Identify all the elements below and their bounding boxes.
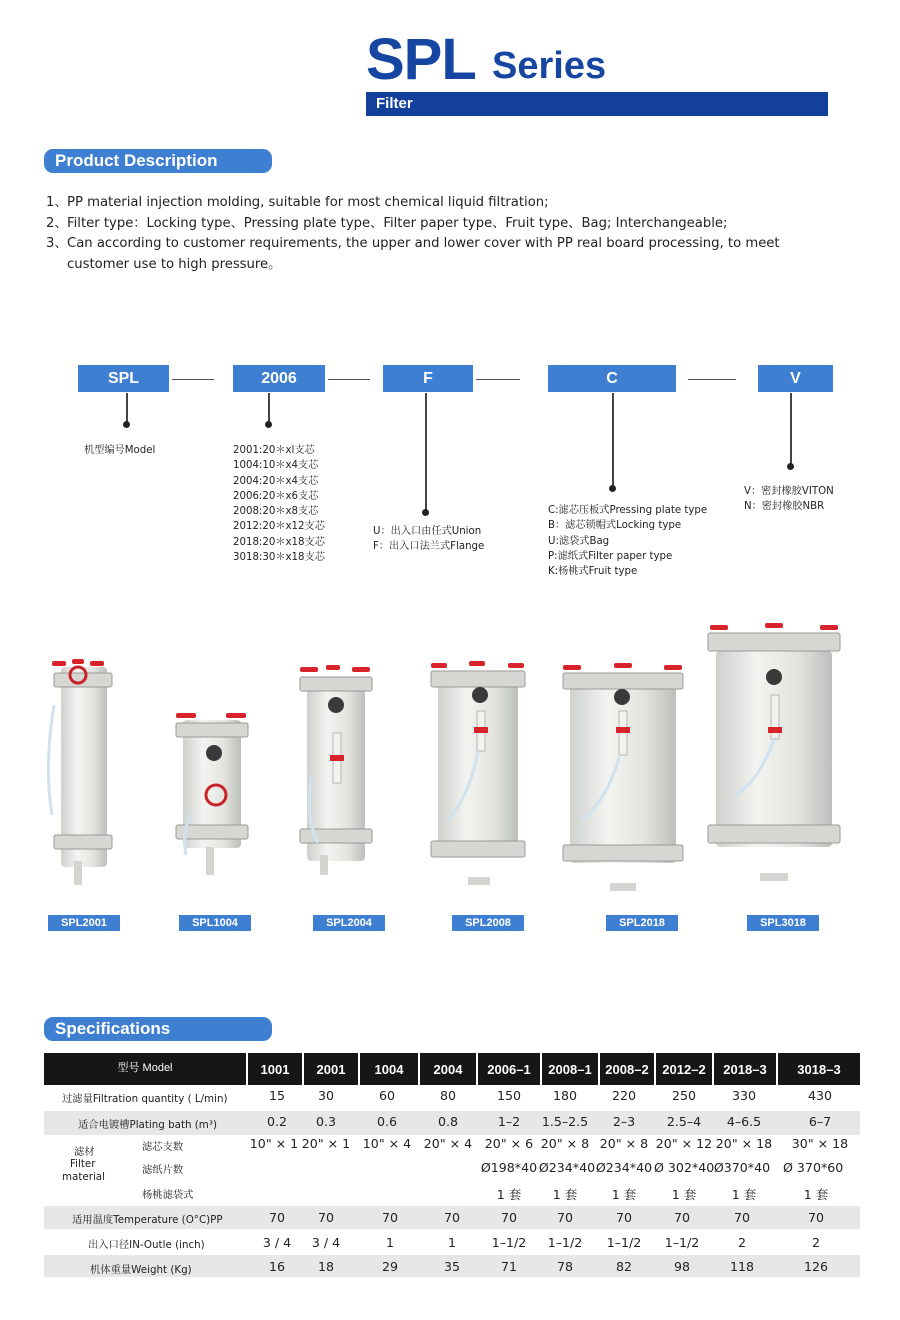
spec-cell: 78 [556, 1259, 574, 1274]
connector-line [476, 379, 520, 380]
spec-header-cell: 1004 [374, 1062, 404, 1077]
product-image-row [0, 615, 900, 905]
spec-cell: 3 / 4 [262, 1235, 292, 1250]
spec-cell: 180 [552, 1088, 578, 1103]
core-item: K:杨桃式Fruit type [548, 566, 638, 578]
spec-cell: 2–3 [612, 1114, 636, 1129]
port-item: F：出入口法兰式Flange [373, 541, 485, 553]
product-label: SPL2004 [313, 915, 385, 931]
description-item [46, 193, 836, 214]
code-box-seal: V [758, 365, 833, 392]
spec-cell: 1 套 [552, 1187, 578, 1202]
spec-row-label: 适用温度Temperature (O°C)PP [72, 1214, 223, 1226]
spec-cell: 71 [500, 1259, 518, 1274]
spec-cell: 1 套 [803, 1187, 829, 1202]
spec-cell: 6–7 [808, 1114, 832, 1129]
description-item [46, 234, 836, 275]
spec-cell: Ø234*40 [595, 1160, 653, 1175]
spec-cell: 80 [439, 1088, 457, 1103]
subtitle: Filter [376, 95, 413, 112]
subtitle-bar [366, 92, 828, 116]
spec-row-label: 过滤量Filtration quantity ( L/min) [62, 1093, 228, 1105]
spec-cell: 20" × 8 [540, 1136, 590, 1151]
size-item: 3018:30＊x18支芯 [233, 552, 325, 564]
spec-row-label: 机体重量Weight (Kg) [90, 1264, 192, 1276]
spec-cell: 1–2 [497, 1114, 521, 1129]
product-image-spl1004 [176, 713, 248, 875]
filter-material-label: Filter [70, 1158, 96, 1170]
pointer-dot [787, 463, 794, 470]
spec-cell: 70 [443, 1210, 461, 1225]
spec-cell: 70 [500, 1210, 518, 1225]
pointer-dot [123, 421, 130, 428]
spec-cell: 118 [729, 1259, 755, 1274]
size-item: 1004:10＊x4支芯 [233, 460, 319, 472]
spec-cell: Ø198*40 [480, 1160, 538, 1175]
description-item-text: Filter type：Locking type、Pressing plate type、Filter paper type、Fruit type、Bag; Interchangeable; [67, 215, 728, 231]
port-item: U：出入口由任式Union [373, 526, 482, 537]
description-item-text: Can according to customer requirements, the upper and lower cover with PP real board processing, to meet customer use to high pressure。 [67, 236, 780, 273]
seal-list [744, 484, 834, 515]
code-box-core: C [548, 365, 676, 392]
pointer-dot [265, 421, 272, 428]
spec-cell: 2 [737, 1235, 746, 1250]
spec-cell: 2 [811, 1235, 820, 1250]
code-box-spl: SPL [78, 365, 169, 392]
spec-cell: 1–1/2 [664, 1235, 700, 1250]
spec-row-label: 滤纸片数 [142, 1164, 184, 1176]
product-image-spl2004 [300, 665, 372, 875]
spec-cell: 1 [447, 1235, 456, 1250]
seal-item: V：密封橡胶VITON [744, 486, 834, 497]
spec-cell: 70 [268, 1210, 286, 1225]
core-item: U:滤袋式Bag [548, 535, 610, 547]
spec-cell: 20" × 12 [655, 1136, 713, 1151]
spec-cell: 70 [615, 1210, 633, 1225]
spec-cell: 1–1/2 [547, 1235, 583, 1250]
filter-material-label: material [62, 1171, 105, 1183]
product-label: SPL1004 [179, 915, 251, 931]
core-item: C:滤芯压板式Pressing plate type [548, 505, 708, 516]
spec-cell: 220 [611, 1088, 637, 1103]
product-label: SPL2008 [452, 915, 524, 931]
core-item: P:滤纸式Filter paper type [548, 550, 673, 562]
spec-cell: 430 [807, 1088, 833, 1103]
size-item: 2008:20＊x8支芯 [233, 506, 319, 518]
spec-row-label: 适合电镀槽Plating bath (m³) [78, 1119, 217, 1131]
page-title: SPL [366, 27, 476, 92]
product-label: SPL2018 [606, 915, 678, 931]
page-title-series: Series [492, 45, 607, 87]
code-box-size: 2006 [233, 365, 325, 392]
code-box-port: F [383, 365, 473, 392]
spec-cell: 10" × 4 [362, 1136, 412, 1151]
spec-cell: 1–1/2 [491, 1235, 527, 1250]
spec-cell: Ø234*40 [538, 1160, 596, 1175]
description-item-number: 2、 [46, 215, 68, 231]
connector-line [172, 379, 214, 380]
spec-cell: 1 套 [671, 1187, 697, 1202]
spec-cell: 4–6.5 [726, 1114, 762, 1129]
spec-row-label: 滤芯支数 [142, 1141, 184, 1153]
spec-cell: 0.2 [266, 1114, 288, 1129]
spec-cell: 30" × 18 [791, 1136, 849, 1151]
product-label: SPL2001 [48, 915, 120, 931]
spec-cell: 2.5–4 [666, 1114, 702, 1129]
product-image-spl2018 [563, 663, 683, 891]
spec-row-label: 杨桃滤袋式 [142, 1189, 194, 1201]
spec-cell: 20" × 4 [423, 1136, 473, 1151]
spec-header-cell: 2006–1 [487, 1062, 531, 1077]
spec-cell: 70 [807, 1210, 825, 1225]
spec-cell: 1–1/2 [606, 1235, 642, 1250]
spec-header-cell: 2008–1 [548, 1062, 592, 1077]
spec-cell: 70 [317, 1210, 335, 1225]
spec-cell: 70 [673, 1210, 691, 1225]
connector-line [688, 379, 736, 380]
pointer-line [268, 393, 270, 423]
product-image-spl3018 [708, 623, 840, 881]
spec-header-cell: 1001 [260, 1062, 290, 1077]
spec-cell: 20" × 1 [301, 1136, 351, 1151]
spec-cell: 70 [556, 1210, 574, 1225]
description-item-number: 1、 [46, 195, 68, 210]
spec-cell: 15 [268, 1088, 286, 1103]
size-item: 2001:20＊xl支芯 [233, 445, 315, 456]
spec-cell: 1 套 [496, 1187, 522, 1202]
spec-cell: 250 [671, 1088, 697, 1103]
product-image-spl2008 [431, 661, 525, 885]
filter-material-label: 滤材 [74, 1146, 95, 1158]
spec-header-cell: 2012–2 [662, 1062, 706, 1077]
spec-cell: 0.6 [376, 1114, 398, 1129]
spec-header-model: 型号 Model [117, 1062, 173, 1074]
spec-cell: 70 [733, 1210, 751, 1225]
connector-line [328, 379, 370, 380]
spec-cell: 10" × 1 [249, 1136, 299, 1151]
spec-cell: 18 [317, 1259, 335, 1274]
spec-cell: 150 [496, 1088, 522, 1103]
spec-header-cell: 2018–3 [723, 1062, 767, 1077]
pointer-dot [609, 485, 616, 492]
spec-cell: 0.8 [437, 1114, 459, 1129]
spec-cell: 3 / 4 [311, 1235, 341, 1250]
spec-cell: 29 [381, 1259, 399, 1274]
spec-cell: Ø370*40 [713, 1160, 771, 1175]
size-item: 2018:20＊x18支芯 [233, 536, 325, 548]
model-label: 机型编号Model [84, 445, 156, 456]
description-list [46, 193, 836, 276]
spec-cell: 1.5–2.5 [541, 1114, 589, 1129]
size-list [233, 443, 325, 565]
spec-header-cell: 2004 [433, 1062, 463, 1077]
pointer-line [126, 393, 128, 423]
spec-cell: Ø 370*60 [783, 1160, 844, 1175]
description-item-text: PP material injection molding, suitable for most chemical liquid filtration; [67, 195, 549, 210]
core-list [548, 503, 707, 579]
description-item-number: 3、 [46, 236, 68, 252]
pointer-dot [422, 509, 429, 516]
spec-cell: 1 [385, 1235, 394, 1250]
spec-table-header [44, 1053, 860, 1085]
size-item: 2004:20＊x4支芯 [233, 475, 319, 487]
spec-cell: 1 套 [611, 1187, 637, 1202]
spec-cell: 1 套 [731, 1187, 757, 1202]
core-item: B：滤芯锁帽式Locking type [548, 520, 682, 532]
spec-cell: 16 [268, 1259, 286, 1274]
spec-header-cell: 2008–2 [605, 1062, 649, 1077]
seal-item: N：密封橡胶NBR [744, 501, 825, 513]
product-label: SPL3018 [747, 915, 819, 931]
spec-cell: 82 [615, 1259, 633, 1274]
size-item: 2006:20＊x6支芯 [233, 490, 319, 502]
spec-cell: 0.3 [315, 1114, 337, 1129]
spec-cell: 330 [731, 1088, 757, 1103]
spec-cell: 98 [673, 1259, 691, 1274]
pointer-line [425, 393, 427, 511]
specifications-heading: Specifications [44, 1017, 272, 1041]
spec-row-label: 出入口径IN-Outle (inch) [88, 1239, 205, 1251]
spec-cell: 126 [803, 1259, 829, 1274]
size-item: 2012:20＊x12支芯 [233, 521, 325, 533]
port-list [373, 524, 484, 555]
spec-cell: 70 [381, 1210, 399, 1225]
spec-cell: 35 [443, 1259, 461, 1274]
product-image-spl2001 [48, 659, 112, 885]
spec-cell: 20" × 8 [599, 1136, 649, 1151]
spec-cell: 30 [317, 1088, 335, 1103]
spec-header-cell: 2001 [316, 1062, 346, 1077]
pointer-line [612, 393, 614, 487]
pointer-line [790, 393, 792, 465]
spec-cell: 60 [378, 1088, 396, 1103]
spec-cell: 20" × 6 [484, 1136, 534, 1151]
description-item [46, 214, 836, 235]
spec-cell: Ø 302*40 [654, 1160, 715, 1175]
spec-header-cell: 3018–3 [797, 1062, 841, 1077]
product-description-heading: Product Description [44, 149, 272, 173]
spec-cell: 20" × 18 [715, 1136, 773, 1151]
